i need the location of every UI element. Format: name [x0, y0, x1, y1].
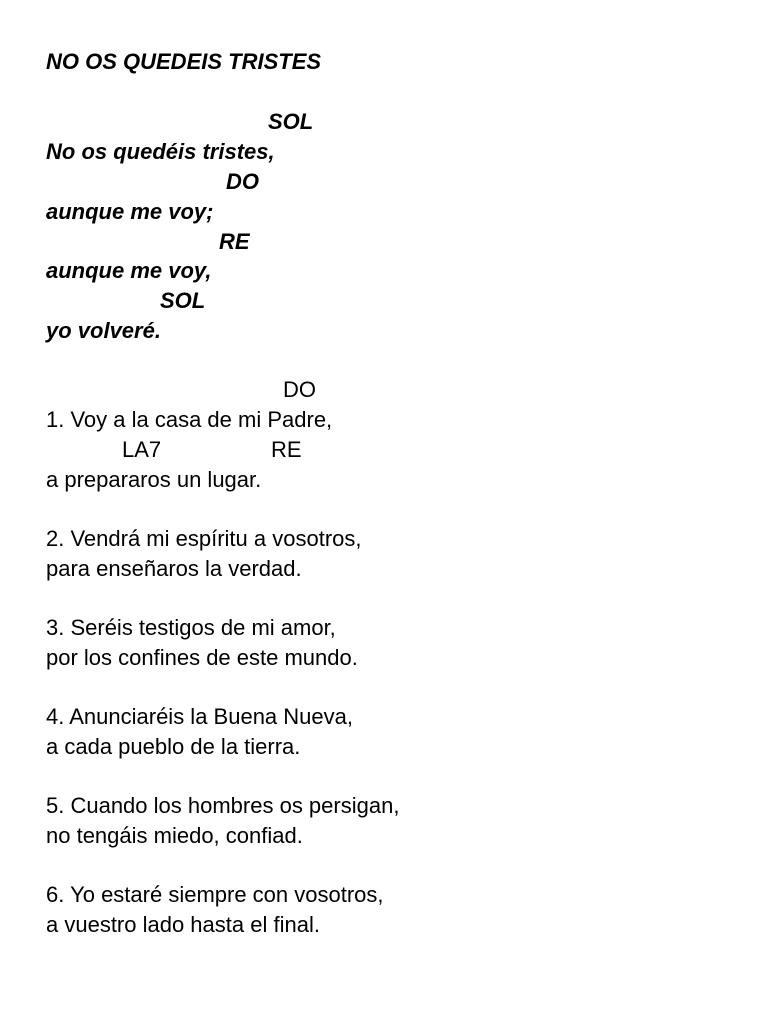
- verse-line: 1. Voy a la casa de mi Padre,: [46, 407, 333, 432]
- verse-line: 4. Anunciaréis la Buena Nueva,: [46, 704, 353, 729]
- chord-do: DO: [226, 169, 259, 194]
- song-title: NO OS QUEDEIS TRISTES: [46, 49, 322, 74]
- verse-line: para enseñaros la verdad.: [46, 556, 302, 581]
- verse-line: a cada pueblo de la tierra.: [46, 734, 301, 759]
- chord-re: RE: [271, 437, 302, 462]
- chord-la7: LA7: [122, 437, 162, 462]
- verse-line: por los confines de este mundo.: [46, 645, 358, 670]
- verse-line: 2. Vendrá mi espíritu a vosotros,: [46, 526, 362, 551]
- chorus-line-4: yo volveré.: [46, 318, 161, 343]
- verse-line: a prepararos un lugar.: [46, 467, 262, 492]
- chord-sol: SOL: [268, 109, 314, 134]
- verse-line: 5. Cuando los hombres os persigan,: [46, 793, 400, 818]
- verse-line: a vuestro lado hasta el final.: [46, 912, 320, 937]
- verse-line: 6. Yo estaré siempre con vosotros,: [46, 882, 384, 907]
- chord-re: RE: [219, 229, 250, 254]
- chorus-line-2: aunque me voy;: [46, 199, 214, 224]
- chord-do: DO: [283, 377, 316, 402]
- chord-sol-2: SOL: [160, 288, 206, 313]
- verse-line: 3. Seréis testigos de mi amor,: [46, 615, 336, 640]
- chorus-line-3: aunque me voy,: [46, 258, 212, 283]
- chorus-line-1: No os quedéis tristes,: [46, 139, 275, 164]
- verse-line: no tengáis miedo, confiad.: [46, 823, 303, 848]
